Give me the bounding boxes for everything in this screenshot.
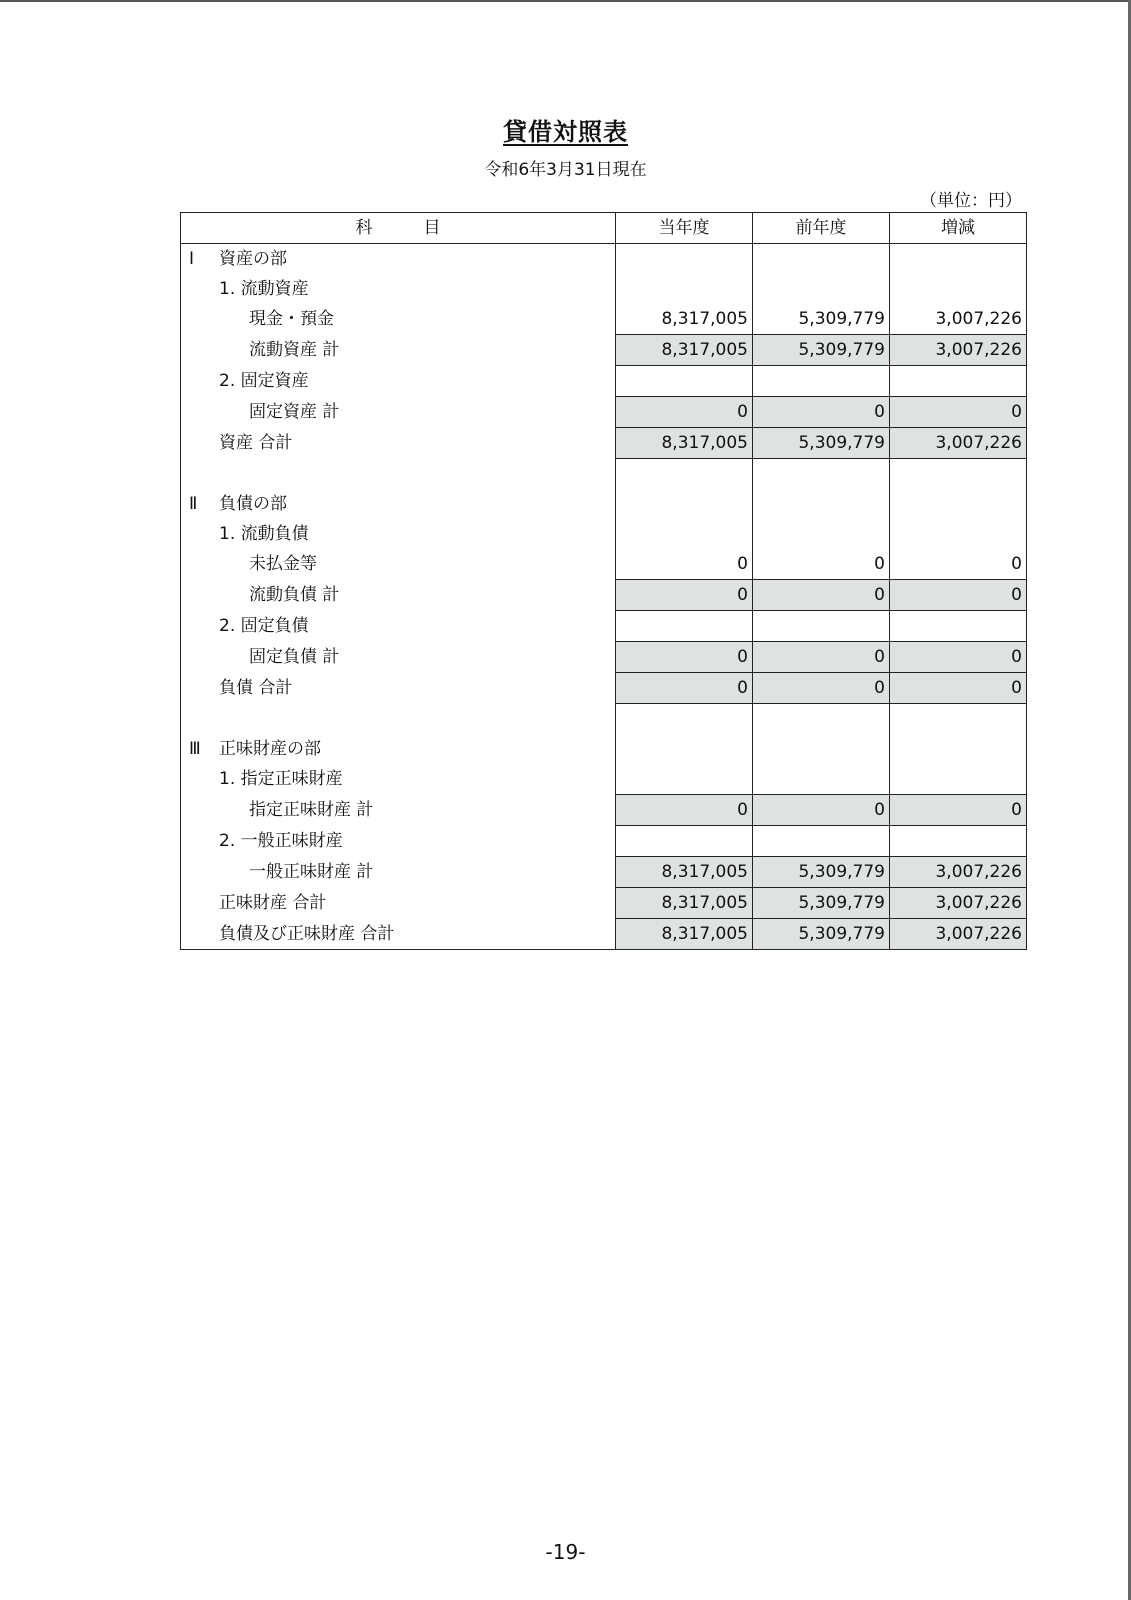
row-assets-total — [181, 428, 1027, 459]
row-fixed-liabilities-total — [181, 642, 1027, 673]
page-number: -19- — [545, 1540, 586, 1564]
value-current: 0 — [616, 397, 753, 428]
unit-label: （単位：円） — [920, 191, 1022, 211]
section-net-assets — [181, 734, 1027, 764]
value-current: 8,317,005 — [616, 888, 753, 919]
value-previous: 0 — [753, 795, 890, 826]
value-current: 8,317,005 — [616, 428, 753, 459]
value-current: 8,317,005 — [616, 335, 753, 366]
value-previous: 5,309,779 — [753, 919, 890, 950]
table-header-row — [181, 213, 1027, 244]
value-previous: 5,309,779 — [753, 857, 890, 888]
value-current: 8,317,005 — [616, 919, 753, 950]
value-change: 0 — [890, 549, 1027, 580]
value-current: 0 — [616, 673, 753, 704]
value-previous: 5,309,779 — [753, 304, 890, 335]
row-label: 正味財産 合計 — [181, 888, 616, 919]
value-current: 8,317,005 — [616, 304, 753, 335]
section-liabilities — [181, 489, 1027, 519]
value-previous: 0 — [753, 642, 890, 673]
section-label: 負債の部 — [219, 494, 287, 514]
value-change: 3,007,226 — [890, 428, 1027, 459]
section-assets — [181, 244, 1027, 275]
subsection-current-liabilities: 1. 流動負債 — [181, 519, 1027, 549]
row-label: 未払金等 — [181, 549, 616, 580]
as-of-date: 令和6年3月31日現在 — [484, 160, 647, 180]
scan-edge-top — [0, 0, 1131, 2]
spacer-row — [181, 704, 1027, 735]
value-previous: 5,309,779 — [753, 428, 890, 459]
value-previous: 0 — [753, 673, 890, 704]
row-cash-deposits — [181, 304, 1027, 335]
value-previous: 0 — [753, 397, 890, 428]
section-numeral: Ⅱ — [189, 494, 198, 514]
document-title: 貸借対照表 — [503, 118, 628, 146]
value-change: 0 — [890, 580, 1027, 611]
row-designated-net-assets-total — [181, 795, 1027, 826]
subsection-fixed-liabilities: 2. 固定負債 — [181, 611, 1027, 642]
value-change: 0 — [890, 642, 1027, 673]
header-current-year: 当年度 — [616, 213, 753, 244]
row-label: 現金・預金 — [181, 304, 616, 335]
row-current-liabilities-total — [181, 580, 1027, 611]
row-liabilities-total — [181, 673, 1027, 704]
value-current: 0 — [616, 580, 753, 611]
value-change: 3,007,226 — [890, 335, 1027, 366]
row-label: 流動負債 計 — [181, 580, 616, 611]
header-previous-year: 前年度 — [753, 213, 890, 244]
value-change: 3,007,226 — [890, 304, 1027, 335]
row-grand-total — [181, 919, 1027, 950]
row-label: 負債 合計 — [181, 673, 616, 704]
row-label: 流動資産 計 — [181, 335, 616, 366]
row-accounts-payable — [181, 549, 1027, 580]
value-previous: 5,309,779 — [753, 888, 890, 919]
subsection-fixed-assets: 2. 固定資産 — [181, 366, 1027, 397]
row-label: 一般正味財産 計 — [181, 857, 616, 888]
subsection-current-assets: 1. 流動資産 — [181, 274, 1027, 304]
value-previous: 0 — [753, 580, 890, 611]
section-numeral: Ⅰ — [189, 249, 195, 269]
value-previous: 5,309,779 — [753, 335, 890, 366]
row-label: 指定正味財産 計 — [181, 795, 616, 826]
row-fixed-assets-total — [181, 397, 1027, 428]
header-change: 増減 — [890, 213, 1027, 244]
value-change: 0 — [890, 397, 1027, 428]
value-current: 8,317,005 — [616, 857, 753, 888]
row-label: 固定資産 計 — [181, 397, 616, 428]
row-label: 固定負債 計 — [181, 642, 616, 673]
value-current: 0 — [616, 642, 753, 673]
spacer-row — [181, 459, 1027, 490]
row-net-assets-total — [181, 888, 1027, 919]
value-current: 0 — [616, 795, 753, 826]
section-numeral: Ⅲ — [189, 739, 201, 759]
value-change: 3,007,226 — [890, 857, 1027, 888]
row-general-net-assets-total — [181, 857, 1027, 888]
row-current-assets-total — [181, 335, 1027, 366]
subsection-designated-net-assets: 1. 指定正味財産 — [181, 764, 1027, 795]
value-change: 3,007,226 — [890, 919, 1027, 950]
value-current: 0 — [616, 549, 753, 580]
header-subject: 科 目 — [181, 213, 616, 244]
row-label: 負債及び正味財産 合計 — [181, 919, 616, 950]
balance-sheet-table — [180, 212, 1027, 950]
value-previous: 0 — [753, 549, 890, 580]
section-label: 資産の部 — [219, 249, 287, 269]
value-change: 0 — [890, 795, 1027, 826]
subsection-general-net-assets: 2. 一般正味財産 — [181, 826, 1027, 857]
section-label: 正味財産の部 — [219, 739, 321, 759]
value-change: 3,007,226 — [890, 888, 1027, 919]
value-change: 0 — [890, 673, 1027, 704]
row-label: 資産 合計 — [181, 428, 616, 459]
